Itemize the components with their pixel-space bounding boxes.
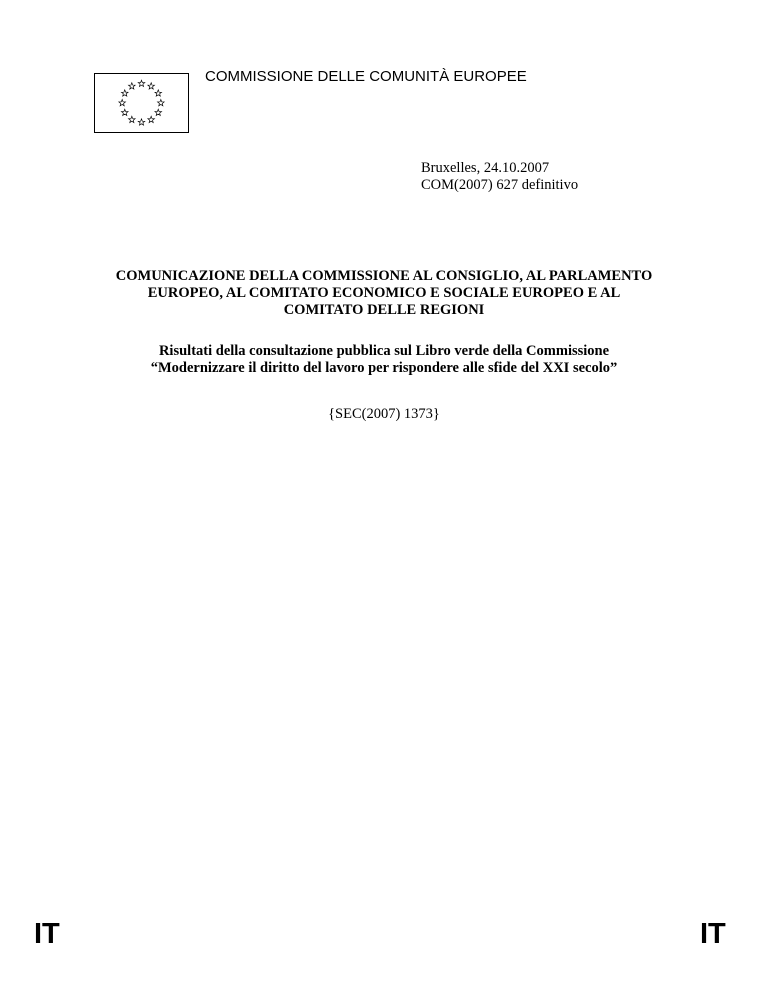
subtitle-line-1: Risultati della consultazione pubblica sul Libro verde della Commissione [158,343,610,359]
star-icon [138,119,145,125]
document-reference: COM(2007) 627 definitivo [421,177,579,193]
star-icon [119,100,126,106]
title-line-2: EUROPEO, AL COMITATO ECONOMICO E SOCIALE EUROPEO E AL [147,285,621,301]
document-subtitle [60,343,708,377]
star-icon [138,80,145,86]
language-code-right: IT [700,918,726,950]
star-icon [148,116,155,122]
star-icon [155,90,162,96]
star-icon [158,100,165,106]
star-icon [121,90,128,96]
place-date: Bruxelles, 24.10.2007 [421,160,550,176]
star-circle-icon [95,74,188,132]
star-icon [129,116,136,122]
title-line-3: COMITATO DELLE REGIONI [283,302,485,318]
sec-reference: {SEC(2007) 1373} [328,406,440,422]
star-icon [148,83,155,89]
star-icon [155,109,162,115]
dateline [421,160,578,194]
star-icon [129,83,136,89]
document-title [60,268,708,319]
eu-flag-emblem [94,73,189,133]
language-code-left: IT [34,918,60,950]
star-icon [121,109,128,115]
subtitle-line-2: “Modernizzare il diritto del lavoro per rispondere alle sfide del XXI secolo” [150,360,618,376]
commission-name: COMMISSIONE DELLE COMUNITÀ EUROPEE [205,68,527,85]
title-line-1: COMUNICAZIONE DELLA COMMISSIONE AL CONSIGLIO, AL PARLAMENTO [115,268,653,284]
